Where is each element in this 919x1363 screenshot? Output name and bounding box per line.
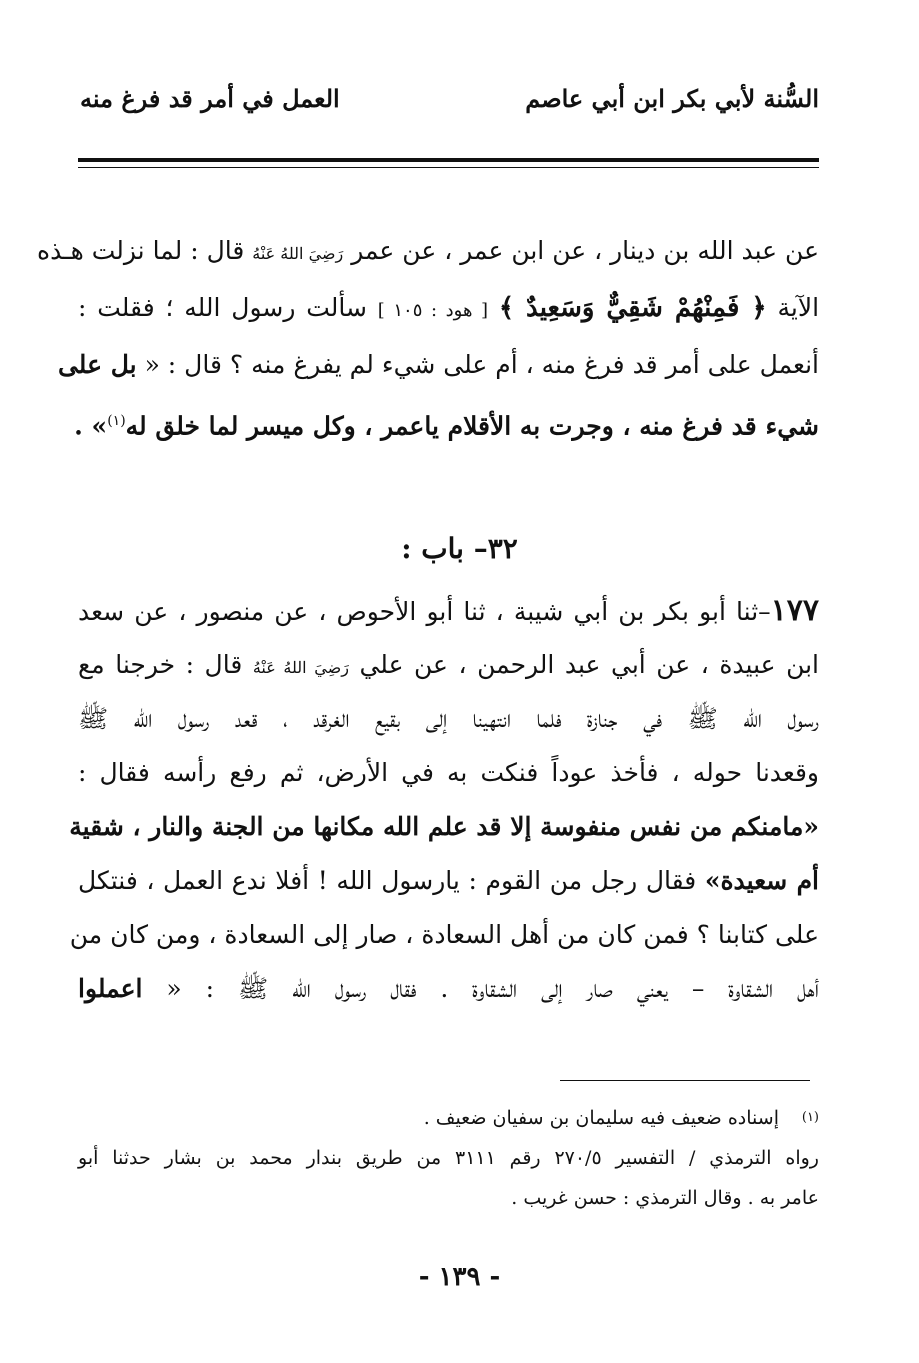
text-line [78,692,819,746]
text-line [69,800,819,854]
text-segment: الآية [777,293,820,322]
hadith-paragraph [69,584,820,1016]
text-segment: رسول الله ﷺ في جنازة فلما انتهينا إلى بقيع الغرقد ، قعد رسول الله ﷺ [78,704,819,733]
header-rule-thin [78,167,819,168]
text-segment: ابن عبيدة ، عن أبي عبد الرحمن ، عن علي [359,650,820,679]
hadith-number: ١٧٧ [770,593,819,628]
text-segment: قال : خرجنا مع [78,650,243,679]
footnote-line [78,1098,819,1138]
footnote-reference: (١) [107,413,126,429]
text-segment: فقال رجل من القوم : يارسول الله ! أفلا ندع العمل ، فنتكل [78,866,697,895]
running-header [80,84,819,113]
footnote-text: إسناده ضعيف فيه سليمان بن سفيان ضعيف . [423,1107,779,1129]
text-segment: –ثنا أبو بكر بن أبي شيبة ، ثنا أبو الأحوص ، عن منصور ، عن سعد [78,597,771,626]
footnote-line [78,1178,819,1218]
text-line [78,746,819,800]
footnotes [78,1098,819,1218]
text-line [78,279,819,336]
hadith-text-bold: بل على [57,350,137,379]
text-segment: » . [74,411,108,441]
hadith-text-bold: شيء قد فرغ منه ، وجرت به الأقلام ياعمر ، وكل ميسر لما خلق له [125,411,819,441]
page-number: - ١٣٩ - [418,1262,501,1292]
text-line [74,393,819,450]
text-line [57,336,819,393]
chapter-heading: ٣٢– باب : [401,532,518,565]
text-line [78,962,819,1016]
text-line [78,638,819,692]
text-segment: أهل الشقاوة – يعني صار إلى الشقاوة . فقال رسول الله ﷺ : « [166,974,819,1003]
text-line [78,584,819,638]
text-segment: أنعمل على أمر قد فرغ منه ، أم على شيء لم يفرغ منه ؟ قال : « [144,350,819,379]
footnote-marker: (١) [801,1110,819,1125]
text-segment: سألت رسول الله ؛ فقلت : [78,293,367,322]
hadith-text-bold: أم سعيدة» [704,866,819,895]
paragraph-continuation [37,222,820,450]
text-segment: وقعدنا حوله ، فأخذ عوداً فنكت به في الأرض، ثم رفع رأسه فقال : [78,758,819,787]
text-line [78,854,819,908]
verse-reference: [ هود : ١٠٥ ] [377,300,489,321]
book-title: السُّنة لأبي بكر ابن أبي عاصم [525,84,819,113]
header-rule-thick [78,158,819,162]
footnote-separator [560,1080,810,1081]
hadith-text-bold: «مامنكم من نفس منفوسة إلا قد علم الله مكانها من الجنة والنار ، شقية [69,812,819,841]
text-line [69,908,819,962]
text-segment: عن عبد الله بن دينار ، عن ابن عمر ، عن عمر [351,236,819,265]
honorific: رَضِيَ اللهُ عَنْهُ [252,244,344,263]
footnote-text: عامر به . وقال الترمذي : حسن غريب . [511,1187,819,1209]
text-segment: على كتابنا ؟ فمن كان من أهل السعادة ، صار إلى السعادة ، ومن كان من [69,920,819,949]
hadith-text-bold: اعملوا [78,974,143,1003]
footnote-line [78,1138,819,1178]
honorific: رَضِيَ اللهُ عَنْهُ [252,658,349,677]
text-line [37,222,819,279]
footnote-text: رواه الترمذي / التفسير ٢٧٠/٥ رقم ٣١١١ من طريق بندار محمد بن بشار حدثنا أبو [78,1147,819,1169]
chapter-running-title: العمل في أمر قد فرغ منه [80,84,340,113]
quran-verse: ﴿ فَمِنْهُمْ شَقِيٌّ وَسَعِيدٌ ﴾ [498,293,767,323]
text-segment: قال : لما نزلت هـذه [37,236,245,265]
